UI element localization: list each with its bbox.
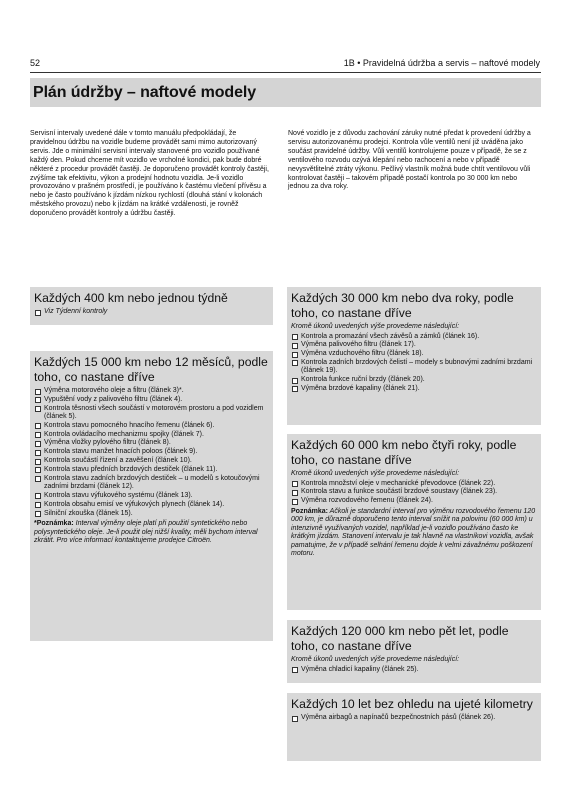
checkbox-icon[interactable] <box>292 716 298 722</box>
checklist-item: Výměna vložky pylového filtru (článek 8). <box>34 439 268 448</box>
checklist-item: Viz Týdenní kontroly <box>34 308 268 317</box>
checkbox-icon[interactable] <box>292 378 298 384</box>
checkbox-icon[interactable] <box>35 459 41 465</box>
checkbox-icon[interactable] <box>292 490 298 496</box>
intro-left-column <box>30 130 274 219</box>
checklist-item: Kontrola množství oleje v mechanické převodovce (článek 22). <box>291 480 536 489</box>
page-title: Plán údržby – naftové modely <box>33 84 257 101</box>
checkbox-icon[interactable] <box>35 397 41 403</box>
intro-left-text: Servisní intervaly uvedené dále v tomto manuálu předpokládají, že pravidelnou údržbu na vozidle budeme provádět sami mimo autorizovaný servis. Jde o minimální servisní intervaly stanovené pro vozidlo používané každý den. Pokud chceme mít vozidlo ve vrcholné kondici, pak bude dobré některé z procedur provádět častěji. Je doporučeno provádět kontroly častěji, zvýšíme tak efektivitu, výkon a prodejní hodnotu vozidla. Je-li vozidlo provozováno v prašném prostředí, je používáno k častému vlečení přívěsu a nebo je často používáno k jízdám nízkou rychlostí (dlouhá stání v kolonách městského provozu) nebo k jízdám na krátké vzdálenosti, je rovněž doporučeno provádět kontroly a údržbu častěji. <box>30 130 269 218</box>
note-label: *Poznámka: <box>34 520 74 528</box>
checklist-item: Výměna chladicí kapaliny (článek 25). <box>291 666 536 675</box>
checklist-item: Kontrola funkce ruční brzdy (článek 20). <box>291 376 536 385</box>
header-divider <box>30 72 541 73</box>
checkbox-icon[interactable] <box>35 389 41 395</box>
checkbox-icon[interactable] <box>35 432 41 438</box>
interval-subtitle: Kromě úkonů uvedených výše provedeme následující: <box>291 323 460 330</box>
checkbox-icon[interactable] <box>35 406 41 412</box>
note <box>291 508 536 559</box>
checklist-item: Kontrola a promazání všech závěsů a zámků (článek 16). <box>291 333 536 342</box>
checklist-item: Kontrola stavu manžet hnacích poloos (článek 9). <box>34 448 268 457</box>
checkbox-icon[interactable] <box>292 352 298 358</box>
checkbox-icon[interactable] <box>292 386 298 392</box>
interval-heading: Každých 120 000 km nebo pět let, podle toho, co nastane dříve <box>291 624 509 653</box>
checklist <box>291 666 536 675</box>
checklist-item: Výměna vzduchového filtru (článek 18). <box>291 350 536 359</box>
checkbox-icon[interactable] <box>292 481 298 487</box>
checklist-item: Silniční zkouška (článek 15). <box>34 510 268 519</box>
note-text: Interval výměny oleje platí při použití syntetického nebo polysyntetického oleje. Je-li použit olej nižší kvality, měli bychom interval zkrátit. Pro více informací kontaktujeme prodejce Citroën. <box>34 520 258 545</box>
interval-box-400km <box>30 287 273 325</box>
interval-heading: Každých 60 000 km nebo čtyři roky, podle toho, co nastane dříve <box>291 438 517 467</box>
checkbox-icon[interactable] <box>292 499 298 505</box>
checkbox-icon[interactable] <box>292 360 298 366</box>
checklist <box>291 333 536 394</box>
checklist-item: Kontrola stavu pomocného hnacího řemenu (článek 6). <box>34 422 268 431</box>
interval-box-30000km <box>287 287 541 425</box>
interval-box-10-years <box>287 693 541 761</box>
checklist-item: Kontrola ovládacího mechanizmu spojky (článek 7). <box>34 431 268 440</box>
checkbox-icon[interactable] <box>292 334 298 340</box>
checklist-item: Vypuštění vody z palivového filtru (článek 4). <box>34 396 268 405</box>
interval-heading: Každých 15 000 km nebo 12 měsíců, podle toho, co nastane dříve <box>34 355 268 384</box>
interval-subtitle: Kromě úkonů uvedených výše provedeme následující: <box>291 470 460 477</box>
checklist-item: Kontrola zadních brzdových čelistí – modely s bubnovými zadními brzdami (článek 19). <box>291 359 536 376</box>
note-text: Ačkoli je standardní interval pro výměnu rozvodového řemenu 120 000 km, je důrazně doporučeno tento interval snížit na polovinu (60 000 km) u intenzivně využívaných vozidel, například je-li vozidlo používáno často ke krátkým jízdám. Stanovení intervalu je tak hlavně na vlastníkovi vozidla, avšak pamatujme, že v případě selhání řemenu dojde k velmi závažnému poškození motoru. <box>291 507 536 558</box>
interval-heading: Každých 30 000 km nebo dva roky, podle toho, co nastane dříve <box>291 291 514 320</box>
interval-heading: Každých 400 km nebo jednou týdně <box>34 291 228 305</box>
interval-subtitle: Kromě úkonů uvedených výše provedeme následující: <box>291 656 460 663</box>
checklist <box>291 714 536 723</box>
checkbox-icon[interactable] <box>35 467 41 473</box>
checklist-item: Výměna rozvodového řemenu (článek 24). <box>291 497 536 506</box>
checklist-item: Kontrola stavu výfukového systému (článek 13). <box>34 492 268 501</box>
checklist-item: Kontrola stavu a funkce součástí brzdové soustavy (článek 23). <box>291 488 536 497</box>
checkbox-icon[interactable] <box>292 667 298 673</box>
checklist <box>34 308 268 317</box>
checklist-item: Kontrola obsahu emisí ve výfukových plynech (článek 14). <box>34 501 268 510</box>
checklist-item: Výměna airbagů a napínačů bezpečnostních pásů (článek 26). <box>291 714 536 723</box>
checkbox-icon[interactable] <box>35 476 41 482</box>
checklist-item: Kontrola stavu předních brzdových destiček (článek 11). <box>34 466 268 475</box>
interval-box-60000km <box>287 434 541 610</box>
interval-box-15000km <box>30 351 273 641</box>
page-number: 52 <box>30 58 41 68</box>
checkbox-icon[interactable] <box>35 511 41 517</box>
checklist <box>34 387 268 518</box>
checklist-item: Výměna motorového oleje a filtru (článek 3)*. <box>34 387 268 396</box>
checkbox-icon[interactable] <box>35 502 41 508</box>
title-banner <box>30 78 541 107</box>
checklist-item: Výměna brzdové kapaliny (článek 21). <box>291 385 536 394</box>
checklist <box>291 480 536 506</box>
intro-right-column <box>288 130 540 192</box>
checkbox-icon[interactable] <box>35 493 41 499</box>
checklist-item: Kontrola těsnosti všech součástí v motorovém prostoru a pod vozidlem (článek 5). <box>34 405 268 422</box>
interval-box-120000km <box>287 620 541 683</box>
checkbox-icon[interactable] <box>35 441 41 447</box>
checkbox-icon[interactable] <box>35 310 41 316</box>
intro-right-text: Nové vozidlo je z důvodu zachování záruky nutné předat k provedení údržby a servisu autorizovanému prodejci. Kontrola vůle ventilů není již uváděna jako součást pravidelné údržby. Vůli ventilů kontrolujeme pouze v případě, že se z ventilového rozvodu ozývá klepání nebo rachocení a nebo v případě nevysvětlitelné ztráty výkonu. Pečlivý vlastník možná bude chtít ventilovou vůli kontrolovat častěji – takovém případě postačí kontrola po 30 000 km nebo jednou za dva roky. <box>288 130 531 191</box>
note <box>34 520 268 546</box>
note-label: Poznámka: <box>291 507 328 515</box>
checkbox-icon[interactable] <box>35 450 41 456</box>
checkbox-icon[interactable] <box>35 423 41 429</box>
section-title: 1B • Pravidelná údržba a servis – naftové modely <box>343 58 540 68</box>
checklist-item: Kontrola součástí řízení a zavěšení (článek 10). <box>34 457 268 466</box>
checklist-item: Kontrola stavu zadních brzdových destiček – u modelů s kotoučovými zadními brzdami (článek 12). <box>34 475 268 492</box>
checklist-item: Výměna palivového filtru (článek 17). <box>291 341 536 350</box>
interval-heading: Každých 10 let bez ohledu na ujeté kilometry <box>291 697 533 711</box>
checkbox-icon[interactable] <box>292 343 298 349</box>
